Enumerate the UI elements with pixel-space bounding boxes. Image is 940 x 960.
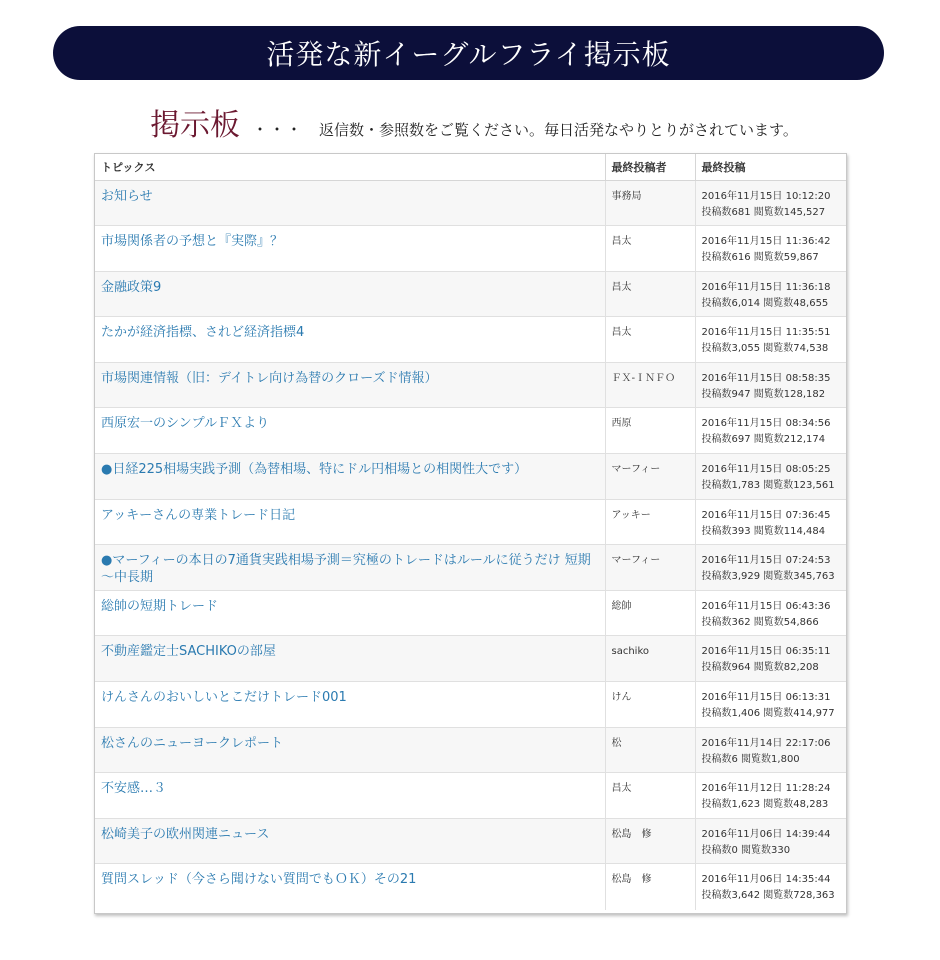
board-description: 返信数・参照数をご覧ください。毎日活発なやりとりがされています。 bbox=[319, 121, 798, 139]
topic-link[interactable]: 金融政策9 bbox=[101, 279, 162, 295]
poster-name: 松島 修 bbox=[611, 874, 652, 886]
post-view-counts: 投稿数616 閲覧数59,867 bbox=[701, 252, 819, 264]
poster-name: 総帥 bbox=[611, 600, 632, 612]
table-row bbox=[95, 362, 846, 408]
heading-dots: ・・・ bbox=[252, 120, 304, 139]
header-topic: トピックス bbox=[95, 154, 605, 180]
topic-cell bbox=[95, 773, 605, 819]
topic-link[interactable]: ●マーフィーの本日の7通貨実践相場予測＝究極のトレードはルールに従うだけ 短期～中長期 bbox=[101, 553, 591, 586]
poster-cell bbox=[605, 590, 695, 636]
topic-cell bbox=[95, 499, 605, 545]
poster-cell bbox=[605, 818, 695, 864]
post-view-counts: 投稿数947 閲覧数128,182 bbox=[701, 388, 826, 400]
poster-cell bbox=[605, 408, 695, 454]
poster-cell bbox=[605, 362, 695, 408]
poster-name: マーフィー bbox=[611, 464, 661, 476]
last-post-date: 2016年11月15日 06:13:31 bbox=[701, 692, 831, 704]
table-row bbox=[95, 864, 846, 910]
table-row bbox=[95, 773, 846, 819]
last-post-cell bbox=[695, 362, 846, 408]
poster-name: 西原 bbox=[611, 418, 632, 430]
poster-cell bbox=[605, 864, 695, 910]
table-row bbox=[95, 545, 846, 591]
topic-table bbox=[95, 154, 846, 910]
table-row bbox=[95, 317, 846, 363]
last-post-date: 2016年11月15日 06:35:11 bbox=[701, 646, 831, 658]
topic-board bbox=[94, 153, 847, 914]
topic-cell bbox=[95, 864, 605, 910]
table-row bbox=[95, 226, 846, 272]
topic-cell bbox=[95, 180, 605, 226]
poster-cell bbox=[605, 773, 695, 819]
topic-cell bbox=[95, 454, 605, 500]
last-post-cell bbox=[695, 590, 846, 636]
topic-cell bbox=[95, 271, 605, 317]
last-post-cell bbox=[695, 545, 846, 591]
topic-link[interactable]: ●日経225相場実践予測（為替相場、特にドル円相場との相関性大です） bbox=[101, 462, 528, 478]
post-view-counts: 投稿数0 閲覧数330 bbox=[701, 844, 791, 856]
poster-cell bbox=[605, 636, 695, 682]
topic-cell bbox=[95, 408, 605, 454]
poster-cell bbox=[605, 180, 695, 226]
poster-cell bbox=[605, 499, 695, 545]
last-post-cell bbox=[695, 317, 846, 363]
last-post-date: 2016年11月12日 11:28:24 bbox=[701, 783, 831, 795]
last-post-date: 2016年11月15日 07:24:53 bbox=[701, 555, 831, 567]
topic-link[interactable]: 不安感…３ bbox=[101, 781, 167, 797]
last-post-cell bbox=[695, 773, 846, 819]
last-post-date: 2016年11月15日 11:35:51 bbox=[701, 327, 831, 339]
last-post-cell bbox=[695, 408, 846, 454]
post-view-counts: 投稿数1,623 閲覧数48,283 bbox=[701, 799, 829, 811]
topic-link[interactable]: 市場関連情報（旧：デイトレ向け為替のクローズド情報） bbox=[101, 370, 438, 386]
last-post-cell bbox=[695, 682, 846, 728]
last-post-date: 2016年11月06日 14:35:44 bbox=[701, 874, 831, 886]
post-view-counts: 投稿数3,642 閲覧数728,363 bbox=[701, 890, 835, 902]
topic-cell bbox=[95, 362, 605, 408]
table-row bbox=[95, 408, 846, 454]
last-post-date: 2016年11月15日 08:05:25 bbox=[701, 464, 831, 476]
topic-cell bbox=[95, 682, 605, 728]
last-post-cell bbox=[695, 499, 846, 545]
post-view-counts: 投稿数697 閲覧数212,174 bbox=[701, 434, 826, 446]
topic-link[interactable]: たかが経済指標、されど経済指標4 bbox=[101, 325, 305, 341]
last-post-cell bbox=[695, 727, 846, 773]
post-view-counts: 投稿数681 閲覧数145,527 bbox=[701, 206, 826, 218]
topic-link[interactable]: 松さんのニューヨークレポート bbox=[101, 735, 284, 751]
poster-name: 昌太 bbox=[611, 783, 632, 795]
topic-link[interactable]: 松崎美子の欧州関連ニュース bbox=[101, 826, 270, 842]
post-view-counts: 投稿数393 閲覧数114,484 bbox=[701, 525, 826, 537]
topic-link[interactable]: 西原宏一のシンプルＦＸより bbox=[101, 416, 270, 432]
page-banner bbox=[53, 26, 884, 80]
last-post-cell bbox=[695, 226, 846, 272]
poster-cell bbox=[605, 271, 695, 317]
topic-link[interactable]: 市場関係者の予想と『実際』？ bbox=[101, 234, 284, 250]
last-post-date: 2016年11月15日 08:58:35 bbox=[701, 372, 831, 384]
post-view-counts: 投稿数6,014 閲覧数48,655 bbox=[701, 297, 829, 309]
topic-link[interactable]: アッキーさんの専業トレード日記 bbox=[101, 507, 296, 523]
last-post-cell bbox=[695, 271, 846, 317]
poster-name: けん bbox=[611, 692, 632, 704]
poster-cell bbox=[605, 682, 695, 728]
last-post-cell bbox=[695, 818, 846, 864]
poster-name: マーフィー bbox=[611, 555, 661, 567]
poster-name: sachiko bbox=[611, 646, 650, 658]
post-view-counts: 投稿数362 閲覧数54,866 bbox=[701, 616, 819, 628]
header-poster: 最終投稿者 bbox=[605, 154, 695, 180]
table-header-row bbox=[95, 154, 846, 180]
table-row bbox=[95, 271, 846, 317]
board-subheading bbox=[150, 100, 798, 143]
topic-cell bbox=[95, 818, 605, 864]
poster-cell bbox=[605, 727, 695, 773]
topic-cell bbox=[95, 545, 605, 591]
poster-name: 松島 修 bbox=[611, 828, 652, 840]
post-view-counts: 投稿数1,783 閲覧数123,561 bbox=[701, 480, 835, 492]
last-post-date: 2016年11月15日 11:36:42 bbox=[701, 236, 831, 248]
last-post-date: 2016年11月14日 22:17:06 bbox=[701, 737, 831, 749]
post-view-counts: 投稿数6 閲覧数1,800 bbox=[701, 753, 800, 765]
table-row bbox=[95, 818, 846, 864]
topic-cell bbox=[95, 226, 605, 272]
table-row bbox=[95, 454, 846, 500]
post-view-counts: 投稿数1,406 閲覧数414,977 bbox=[701, 708, 835, 720]
topic-link[interactable]: 総帥の短期トレード bbox=[101, 598, 219, 614]
post-view-counts: 投稿数964 閲覧数82,208 bbox=[701, 662, 819, 674]
topic-cell bbox=[95, 636, 605, 682]
table-row bbox=[95, 180, 846, 226]
last-post-cell bbox=[695, 864, 846, 910]
post-view-counts: 投稿数3,055 閲覧数74,538 bbox=[701, 343, 829, 355]
topic-link[interactable]: お知らせ bbox=[101, 188, 153, 204]
last-post-date: 2016年11月15日 08:34:56 bbox=[701, 418, 831, 430]
last-post-date: 2016年11月06日 14:39:44 bbox=[701, 828, 831, 840]
poster-name: 事務局 bbox=[611, 190, 642, 202]
topic-cell bbox=[95, 727, 605, 773]
poster-name: 松 bbox=[611, 737, 622, 749]
board-heading: 掲示板 bbox=[150, 108, 240, 143]
poster-name: アッキー bbox=[611, 509, 651, 521]
last-post-date: 2016年11月15日 10:12:20 bbox=[701, 190, 831, 202]
table-row bbox=[95, 590, 846, 636]
table-row bbox=[95, 636, 846, 682]
poster-name: 昌太 bbox=[611, 327, 632, 339]
header-last-post: 最終投稿 bbox=[695, 154, 846, 180]
poster-name: 昌太 bbox=[611, 281, 632, 293]
last-post-date: 2016年11月15日 07:36:45 bbox=[701, 509, 831, 521]
topic-cell bbox=[95, 317, 605, 363]
table-row bbox=[95, 682, 846, 728]
last-post-cell bbox=[695, 454, 846, 500]
poster-cell bbox=[605, 317, 695, 363]
topic-cell bbox=[95, 590, 605, 636]
table-row bbox=[95, 727, 846, 773]
last-post-cell bbox=[695, 636, 846, 682]
last-post-cell bbox=[695, 180, 846, 226]
poster-name: 昌太 bbox=[611, 236, 632, 248]
post-view-counts: 投稿数3,929 閲覧数345,763 bbox=[701, 571, 835, 583]
banner-title: 活発な新イーグルフライ掲示板 bbox=[266, 38, 671, 71]
poster-cell bbox=[605, 545, 695, 591]
poster-name: ＦＸ-ＩＮＦＯ bbox=[611, 372, 676, 384]
poster-cell bbox=[605, 226, 695, 272]
last-post-date: 2016年11月15日 11:36:18 bbox=[701, 281, 831, 293]
last-post-date: 2016年11月15日 06:43:36 bbox=[701, 600, 831, 612]
topic-link[interactable]: 不動産鑑定士SACHIKOの部屋 bbox=[101, 644, 276, 660]
table-row bbox=[95, 499, 846, 545]
poster-cell bbox=[605, 454, 695, 500]
topic-link[interactable]: 質問スレッド（今さら聞けない質問でもＯＫ）その21 bbox=[101, 872, 417, 888]
topic-link[interactable]: けんさんのおいしいとこだけトレード001 bbox=[101, 690, 347, 706]
